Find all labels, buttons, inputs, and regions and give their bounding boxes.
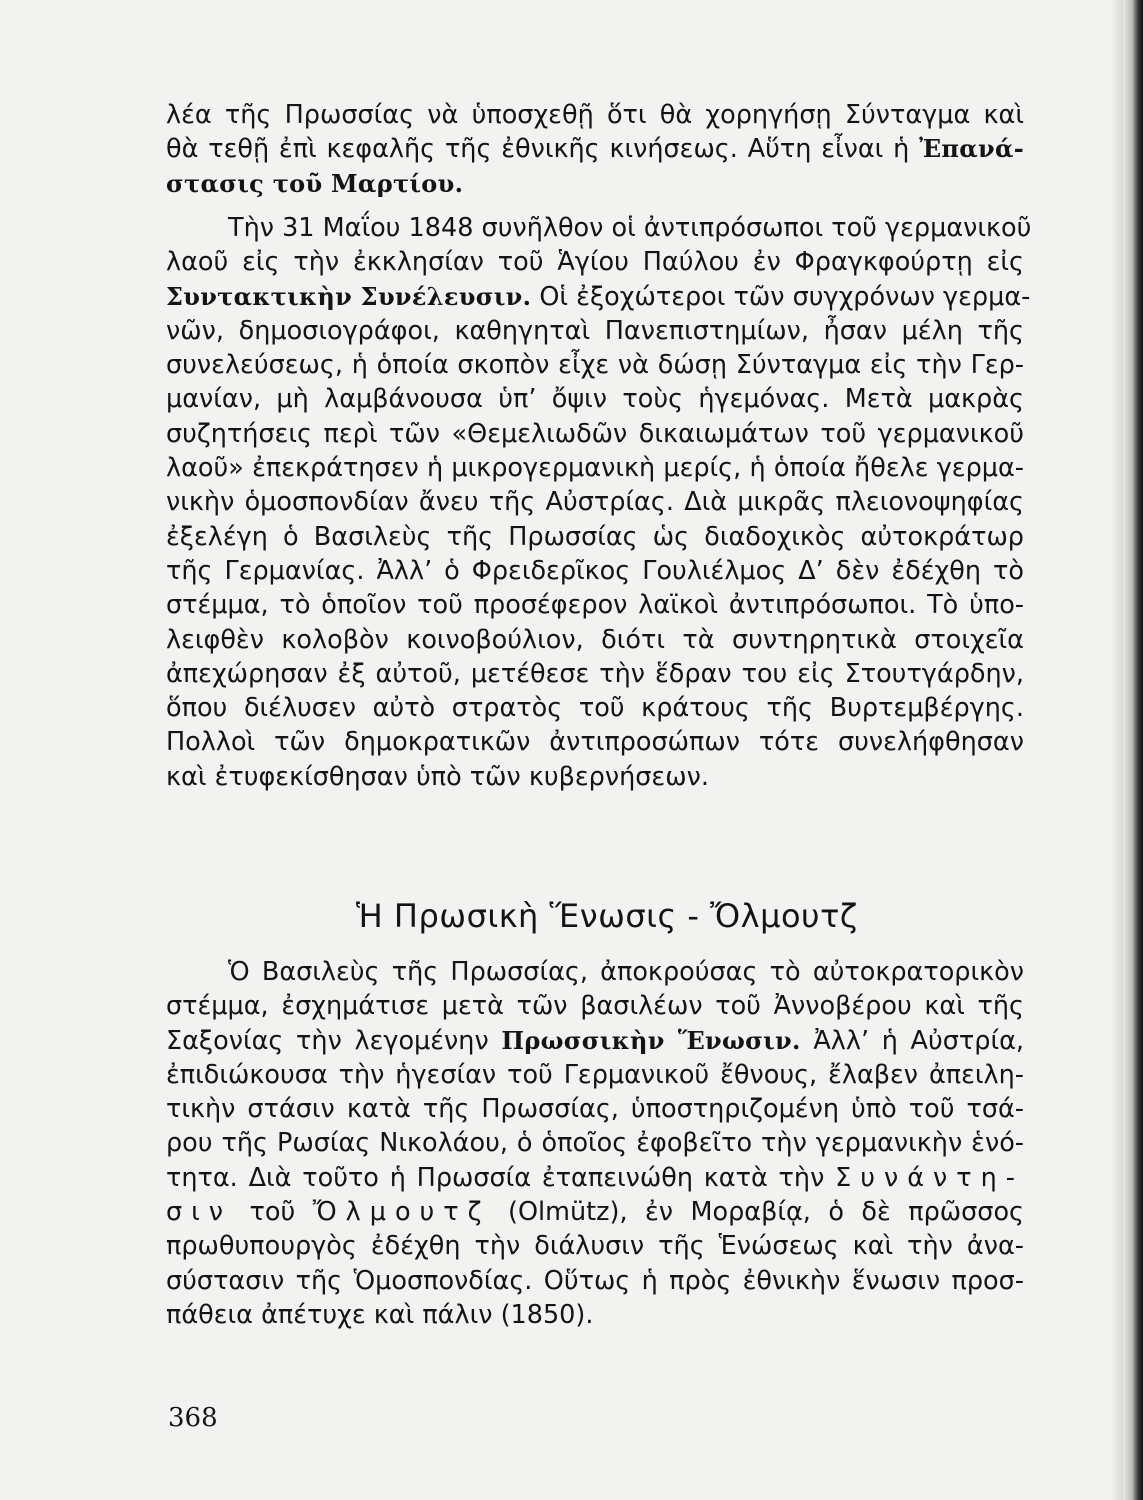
text-line: λαοῦ» ἐπεκράτησεν ἡ μικρογερμανικὴ μερίς, ἡ ὁποία ἤθελε γερμα- [166,453,1024,484]
text-segment: Ἀλλ’ ἡ Αὐστρία, [813,1025,1024,1056]
text-line: σύστασιν τῆς Ὁμοσπονδίας. Οὕτως ἡ πρὸς ἐθνικὴν ἕνωσιν προσ- [166,1265,1024,1296]
bold-term: Συντακτικὴν Συνέλευσιν. [166,281,532,311]
spaced-term: Συνάντη- [835,1162,1025,1193]
text-line: λειφθὲν κολοβὸν κοινοβούλιον, διότι τὰ συντηρητικὰ στοιχεῖα [166,624,1024,655]
spaced-term: σιν [166,1197,233,1228]
text-line: νικὴν ὁμοσπονδίαν ἄνευ τῆς Αὐστρίας. Διὰ μικρᾶς πλειονοψηφίας [166,487,1024,518]
text-line: Πολλοὶ τῶν δημοκρατικῶν ἀντιπροσώπων τότε συνελήφθησαν [166,727,1024,758]
text-line: πρωθυπουργὸς ἐδέχθη τὴν διάλυσιν τῆς Ἑνώσεως καὶ τὴν ἀνα- [166,1231,1024,1262]
text-line [166,1024,1024,1058]
text-line: καὶ ἐτυφεκίσθησαν ὑπὸ τῶν κυβερνήσεων. [166,761,709,792]
text-segment: τητα. Διὰ τοῦτο ἡ Πρωσσία ἐταπεινώθη κατὰ τὴν [166,1162,825,1193]
text-line [166,132,1024,166]
paragraph-constituent-assembly [166,211,1032,794]
text-line: Τὴν 31 Μαΐου 1848 συνῆλθον οἱ ἀντιπρόσωποι τοῦ γερμανικοῦ [228,213,1032,243]
text-segment: Οἱ ἐξοχώτεροι τῶν συγχρόνων γερμα- [539,281,1031,312]
text-line [166,1195,1024,1229]
text-line: λαοῦ εἰς τὴν ἐκκλησίαν τοῦ Ἁγίου Παύλου ἐν Φραγκφούρτῃ εἰς [166,247,1024,278]
text-segment: θὰ τεθῇ ἐπὶ κεφαλῆς τῆς ἐθνικῆς κινήσεως. Αὕτη εἶναι ἡ [166,134,910,165]
page-gutter-shadow [1111,0,1123,1500]
text-line: νῶν, δημοσιογράφοι, καθηγηταὶ Πανεπιστημίων, ἦσαν μέλη τῆς [166,315,1024,346]
page-number: 368 [168,1403,218,1433]
bold-term: Ἐπανά- [919,134,1025,164]
text-line: τικὴν στάσιν κατὰ τῆς Πρωσσίας, ὑποστηριζομένη ὑπὸ τοῦ τσά- [166,1094,1024,1125]
text-line: ρου τῆς Ρωσίας Νικολάου, ὁ ὁποῖος ἐφοβεῖτο τὴν γερμανικὴν ἑνό- [166,1128,1024,1159]
text-line: μανίαν, μὴ λαμβάνουσα ὑπ’ ὄψιν τοὺς ἡγεμόνας. Μετὰ μακρὰς [166,384,1024,415]
text-line: ἐπιδιώκουσα τὴν ἡγεσίαν τοῦ Γερμανικοῦ ἔθνους, ἔλαβεν ἀπειλη- [166,1059,1024,1090]
text-line: λέα τῆς Πρωσσίας νὰ ὑποσχεθῇ ὅτι θὰ χορηγήσῃ Σύνταγμα καὶ [166,100,1024,130]
text-line: συνελεύσεως, ἡ ὁποία σκοπὸν εἶχε νὰ δώσῃ Σύνταγμα εἰς τὴν Γερ- [166,350,1024,381]
text-line: στέμμα, ἐσχημάτισε μετὰ τῶν βασιλέων τοῦ Ἀννοβέρου καὶ τῆς [166,991,1024,1022]
text-line: ὅπου διέλυσεν αὐτὸ στρατὸς τοῦ κράτους τῆς Βυρτεμβέργης. [166,693,1024,724]
text-segment: τοῦ [249,1197,296,1228]
text-line: στέμμα, τὸ ὁποῖον τοῦ προσέφερον λαϊκοὶ ἀντιπρόσωποι. Τὸ ὑπο- [166,590,1024,621]
paragraph-march-revolution [166,98,1024,201]
text-line: πάθεια ἀπέτυχε καὶ πάλιν (1850). [166,1299,594,1330]
text-line [166,1161,1024,1195]
text-line: ἀπεχώρησαν ἐξ αὐτοῦ, μετέθεσε τὴν ἕδραν του εἰς Στουτγάρδην, [166,658,1024,689]
bold-term: Πρωσσικὴν Ἕνωσιν. [501,1025,801,1055]
section-heading: Ἡ Πρωσικὴ Ἕνωσις - Ὄλμουτζ [356,897,858,935]
text-line: συζητήσεις περὶ τῶν «Θεμελιωδῶν δικαιωμάτων τοῦ γερμανικοῦ [166,418,1024,449]
spaced-term: Ὄλμουτζ [312,1197,491,1228]
text-line: Ὁ Βασιλεὺς τῆς Πρωσσίας, ἀποκρούσας τὸ αὐτοκρατορικὸν [228,957,1024,987]
text-line [166,280,1031,314]
paragraph-prussian-union [166,955,1024,1332]
text-segment: Σαξονίας τὴν λεγομένην [166,1025,489,1056]
text-segment: (Olmütz), ἐν Μοραβίᾳ, ὁ δὲ πρῶσσος [508,1197,1025,1228]
text-line: ἐξελέγη ὁ Βασιλεὺς τῆς Πρωσσίας ὡς διαδοχικὸς αὐτοκράτωρ [166,521,1024,552]
text-line: τῆς Γερμανίας. Ἀλλ’ ὁ Φρειδερῖκος Γουλιέλμος Δ’ δὲν ἐδέχθη τὸ [166,555,1024,586]
page-edge [1123,0,1143,1500]
bold-term: στασις τοῦ Μαρτίου. [166,168,464,198]
